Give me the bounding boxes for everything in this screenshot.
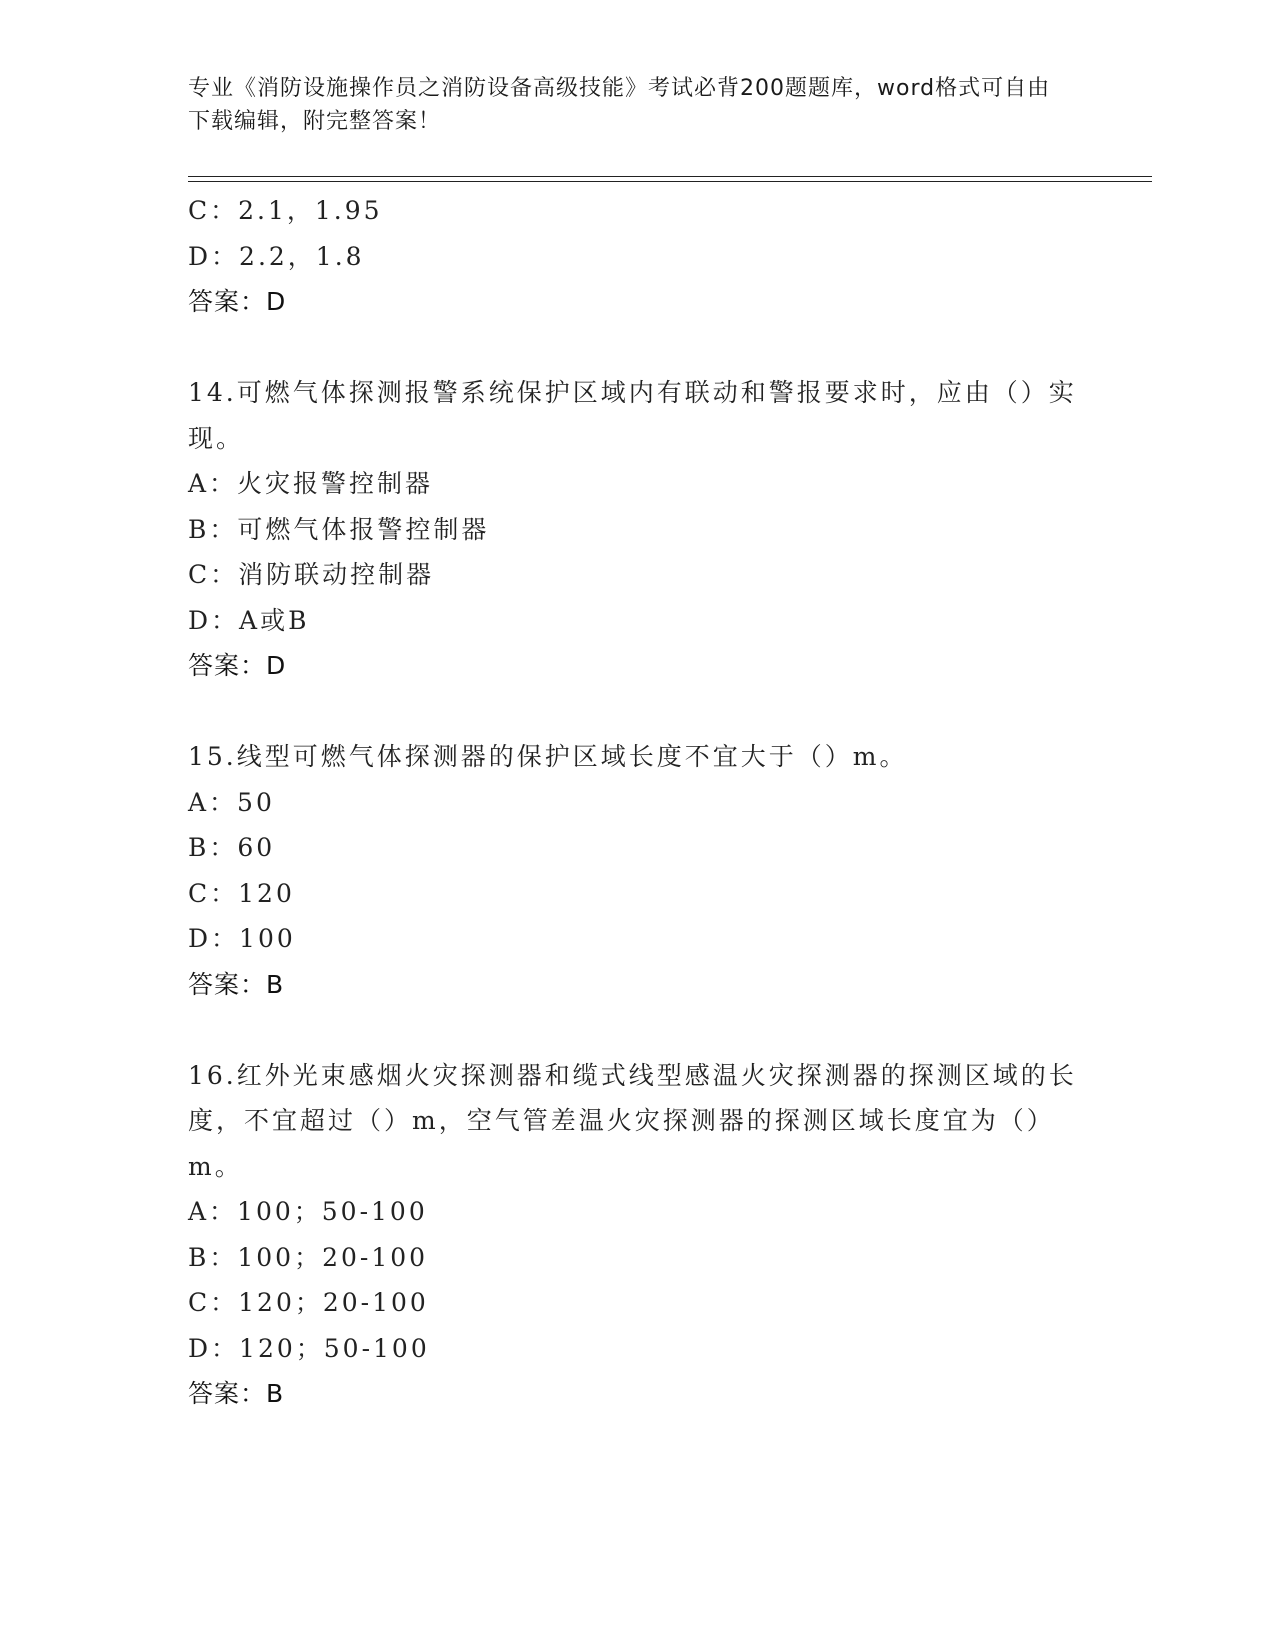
q16-option-b: B：100；20-100: [188, 1242, 429, 1272]
q13-answer: 答案：D: [188, 287, 287, 316]
q13-option-c: C：2.1，1.95: [188, 196, 383, 225]
page-header: 专业《消防设施操作员之消防设备高级技能》考试必背200题题库，word格式可自由下载编辑，附完整答案！: [188, 76, 1051, 134]
q14-answer: 答案：D: [188, 651, 287, 680]
q14-option-a: A：火灾报警控制器: [188, 469, 434, 498]
q16-question: 16.红外光束感烟火灾探测器和缆式线型感温火灾探测器的探测区域的长度，不宜超过（）m，空气管差温火灾探测器的探测区域长度宜为（）m。: [188, 1060, 1077, 1181]
q14-question: 14.可燃气体探测报警系统保护区域内有联动和警报要求时，应由（）实现。: [188, 378, 1077, 453]
q15-option-c: C：120: [188, 878, 295, 908]
q16-answer: 答案：B: [188, 1379, 285, 1408]
q15-option-a: A：50: [188, 787, 275, 817]
q15-question: 15.线型可燃气体探测器的保护区域长度不宜大于（）m。: [188, 742, 908, 771]
header-divider-bottom: [188, 181, 1152, 182]
q16-option-c: C：120；20-100: [188, 1288, 429, 1317]
q15-option-d: D：100: [188, 924, 296, 953]
header-divider-top: [188, 176, 1152, 177]
question-content: [188, 188, 1088, 1417]
spacer: [188, 1007, 1088, 1053]
q14-option-d: D：A或B: [188, 605, 310, 635]
q14-option-c: C：消防联动控制器: [188, 560, 435, 589]
q13-option-d: D：2.2，1.8: [188, 241, 365, 271]
q14-option-b: B：可燃气体报警控制器: [188, 514, 490, 544]
q16-option-a: A：100；50-100: [188, 1197, 428, 1226]
q15-option-b: B：60: [188, 833, 276, 862]
q16-option-d: D：120；50-100: [188, 1333, 430, 1363]
q15-answer: 答案：B: [188, 969, 285, 999]
spacer: [188, 689, 1088, 735]
spacer: [188, 325, 1088, 371]
